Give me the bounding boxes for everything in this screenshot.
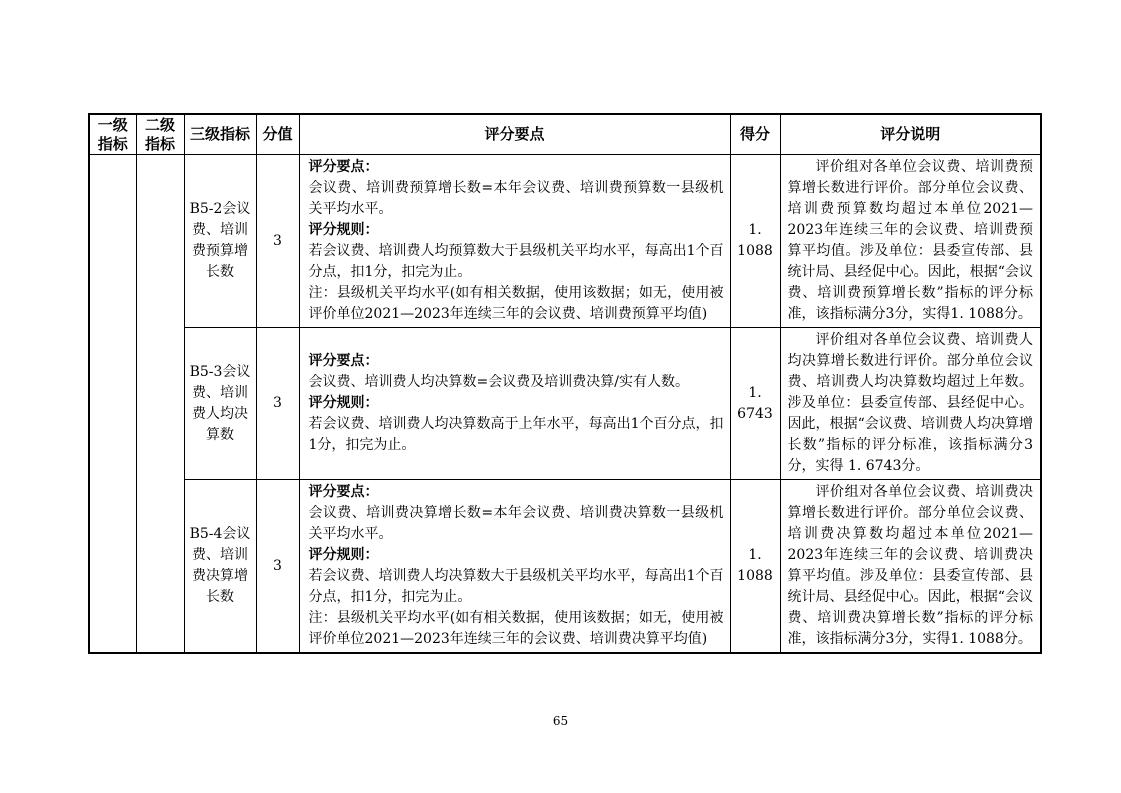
header-score-obtained: 得分: [730, 114, 780, 155]
cell-score-explanation: [780, 155, 1041, 328]
scoring-points-text: 会议费、培训费决算增长数=本年会议费、培训费决算数一县级机关平均水平。: [308, 505, 724, 542]
cell-max-score: 3: [256, 155, 299, 328]
header-level1-indicator: 一级指标: [89, 114, 136, 155]
header-level2-indicator: 二级指标: [136, 114, 184, 155]
table-row: [89, 328, 1041, 480]
cell-level1-indicator: [89, 155, 136, 654]
header-score-explanation: 评分说明: [780, 114, 1041, 155]
table-row: [89, 480, 1041, 654]
evaluation-score-table: [88, 113, 1042, 654]
cell-level2-indicator: [136, 155, 184, 654]
scoring-note-text: 注：县级机关平均水平(如有相关数据，使用该数据；如无，使用被评价单位2021—2023年连续三年的会议费、培训费预算平均值): [308, 285, 724, 322]
cell-scoring-points: [299, 155, 730, 328]
cell-score-obtained: 1. 6743: [730, 328, 780, 480]
scoring-rules-text: 若会议费、培训费人均预算数大于县级机关平均水平，每高出1个百分点，扣1分，扣完为止。: [308, 243, 724, 280]
table-row: [89, 155, 1041, 328]
cell-score-obtained: 1. 1088: [730, 155, 780, 328]
scoring-rules-text: 若会议费、培训费人均决算数高于上年水平，每高出1个百分点，扣1分，扣完为止。: [308, 416, 724, 453]
page-number: 65: [552, 714, 569, 728]
cell-score-obtained: 1. 1088: [730, 480, 780, 654]
score-explanation-text: 评价组对各单位会议费、培训费人均决算增长数进行评价。部分单位会议费、培训费人均决算数均超过上年数。涉及单位：县委宣传部、县经促中心。因此，根据“会议费、培训费人均决算增长数”指标的评分标准，该指标满分3分，实得 1. 6743分。: [787, 332, 1033, 474]
cell-score-explanation: [780, 480, 1041, 654]
cell-max-score: 3: [256, 480, 299, 654]
scoring-points-label: 评分要点：: [308, 484, 379, 500]
scoring-rules-text: 若会议费、培训费人均决算数大于县级机关平均水平，每高出1个百分点，扣1分，扣完为止。: [308, 568, 724, 605]
scoring-points-text: 会议费、培训费预算增长数=本年会议费、培训费预算数一县级机关平均水平。: [308, 180, 724, 217]
header-max-score: 分值: [256, 114, 299, 155]
table-header-row: [89, 114, 1041, 155]
scoring-points-text: 会议费、培训费人均决算数=会议费及培训费决算/实有人数。: [308, 374, 689, 390]
cell-score-explanation: [780, 328, 1041, 480]
scoring-note-text: 注：县级机关平均水平(如有相关数据，使用该数据；如无，使用被评价单位2021—2023年连续三年的会议费、培训费决算平均值): [308, 610, 724, 647]
cell-scoring-points: [299, 328, 730, 480]
cell-level3-indicator: B5-3会议费、培训费人均决算数: [184, 328, 256, 480]
cell-level3-indicator: B5-4会议费、培训费决算增长数: [184, 480, 256, 654]
scoring-rules-label: 评分规则：: [308, 547, 379, 563]
scoring-rules-label: 评分规则：: [308, 395, 379, 411]
scoring-rules-label: 评分规则：: [308, 222, 379, 238]
scoring-points-label: 评分要点：: [308, 353, 379, 369]
score-explanation-text: 评价组对各单位会议费、培训费决算增长数进行评价。部分单位会议费、培训费决算数均超过本单位2021—2023年连续三年的会议费、培训费决算平均值。涉及单位：县委宣传部、县统计局、县经促中心。因此，根据“会议费、培训费决算增长数”指标的评分标准，该指标满分3分，实得1. 1088分。: [787, 484, 1033, 647]
header-level3-indicator: 三级指标: [184, 114, 256, 155]
cell-max-score: 3: [256, 328, 299, 480]
scoring-points-label: 评分要点：: [308, 159, 379, 175]
header-scoring-points: 评分要点: [299, 114, 730, 155]
cell-level3-indicator: B5-2会议费、培训费预算增长数: [184, 155, 256, 328]
cell-scoring-points: [299, 480, 730, 654]
score-explanation-text: 评价组对各单位会议费、培训费预算增长数进行评价。部分单位会议费、培训费预算数均超过本单位2021—2023年连续三年的会议费、培训费预算平均值。涉及单位：县委宣传部、县统计局、县经促中心。因此，根据“会议费、培训费预算增长数”指标的评分标准，该指标满分3分，实得1. 1088分。: [787, 159, 1033, 322]
